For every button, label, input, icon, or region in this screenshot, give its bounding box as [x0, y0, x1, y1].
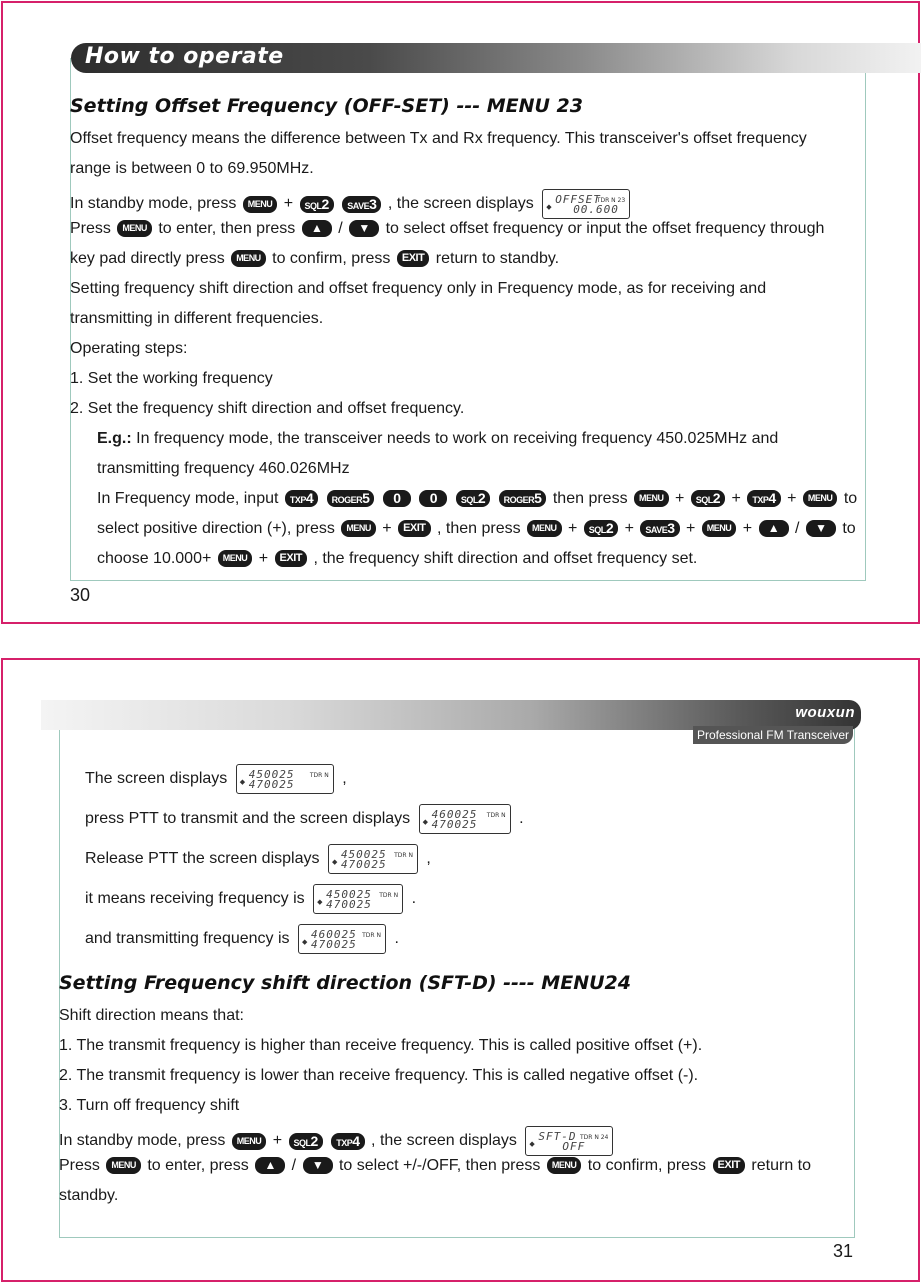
slash: / [338, 220, 343, 237]
press-instruction [59, 1156, 811, 1176]
text: to confirm, press [587, 1157, 707, 1174]
lcd-sft-display [525, 1126, 613, 1156]
txp-4-key-icon [331, 1133, 364, 1150]
text: select positive direction (+), press [97, 520, 335, 537]
section-heading: Setting Offset Frequency (OFF-SET) --- MENU 23 [70, 95, 583, 117]
text: Press [59, 1157, 100, 1174]
key-label: SQL [293, 1137, 311, 1148]
key-label: SAVE [347, 200, 370, 211]
key-digit: 2 [310, 1132, 318, 1149]
zero-key-icon [419, 490, 447, 507]
lcd-dot-icon: ◆ [331, 859, 338, 866]
text: In frequency mode, the transceiver needs to work on receiving frequency 450.025MHz and [131, 430, 779, 447]
sql-2-key-icon [584, 520, 618, 537]
key-label: ROGER [503, 495, 535, 506]
up-arrow-key-icon: ▲ [302, 220, 332, 237]
down-arrow-key-icon: ▼ [303, 1157, 333, 1174]
sql-2-key-icon [300, 196, 334, 213]
page-number: 30 [70, 585, 91, 605]
sql-2-key-icon [691, 490, 725, 507]
txp-4-key-icon [747, 490, 780, 507]
lcd-indicator: TDR N [309, 772, 329, 779]
plus-sign: + [568, 520, 578, 537]
menu-key-icon: MENU [527, 520, 562, 537]
lcd-line-bottom: 00.600 [573, 203, 619, 216]
plus-sign: + [674, 490, 685, 507]
text: , [342, 770, 347, 788]
exit-key-icon: EXIT [397, 250, 429, 267]
key-digit: 4 [768, 490, 776, 507]
text: return to standby. [435, 250, 560, 267]
paragraph-line: 3. Turn off frequency shift [59, 1097, 240, 1114]
lcd-line-bottom: 470025 [431, 818, 478, 831]
lcd-display [313, 884, 403, 914]
plus-sign: + [283, 195, 294, 213]
paragraph-line: 2. The transmit frequency is lower than receive frequency. This is called negative offset (-). [59, 1067, 699, 1084]
lcd-indicator: TDR N 23 [596, 197, 626, 204]
lcd-line-bottom: OFF [562, 1140, 586, 1153]
choose-sequence [97, 549, 697, 569]
lcd-indicator: TDR N [486, 812, 506, 819]
section-banner [71, 43, 921, 73]
text: In standby mode, press [59, 1132, 226, 1150]
text: In Frequency mode, input [97, 490, 279, 507]
menu-key-icon: MENU [547, 1157, 582, 1174]
text: to confirm, press [272, 250, 391, 267]
key-digit: 4 [305, 490, 314, 507]
key-label: SQL [695, 495, 713, 506]
lcd-display [298, 924, 386, 954]
example-line: transmitting frequency 460.026MHz [97, 460, 350, 477]
lcd-line-top: 450025 [248, 768, 295, 781]
key-label: TXP [752, 495, 769, 506]
key-digit: 0 [429, 490, 438, 507]
up-arrow-key-icon: ▲ [759, 520, 789, 537]
plus-sign: + [787, 490, 797, 507]
menu-key-icon: MENU [243, 196, 278, 213]
lcd-indicator: TDR N [394, 852, 413, 859]
exit-key-icon: EXIT [713, 1157, 745, 1174]
text: , [426, 850, 431, 868]
text: press PTT to transmit and the screen displays [85, 810, 411, 828]
exit-key-icon: EXIT [275, 550, 307, 567]
display-line [85, 844, 431, 874]
text: and transmitting frequency is [85, 930, 290, 948]
plus-sign: + [731, 490, 741, 507]
text: to enter, press [147, 1157, 249, 1174]
key-label: ROGER [331, 495, 363, 506]
key-label: SQL [588, 525, 606, 536]
key-label: SQL [460, 495, 478, 506]
brand-banner [41, 700, 861, 742]
key-digit: 2 [477, 490, 486, 507]
key-digit: 2 [712, 490, 721, 507]
positive-direction-sequence [97, 519, 856, 539]
eg-label: E.g.: [97, 430, 132, 447]
roger-5-key-icon [327, 490, 375, 507]
lcd-line-bottom: 470025 [340, 858, 387, 871]
standby-instruction [70, 189, 634, 219]
key-digit: 0 [393, 490, 401, 507]
paragraph-line: standby. [59, 1187, 119, 1204]
plus-sign: + [272, 1132, 283, 1150]
text: , the frequency shift direction and offset frequency set. [313, 550, 698, 567]
key-digit: 5 [362, 490, 370, 507]
lcd-line-top: 460025 [311, 928, 357, 941]
lcd-dot-icon: ◆ [317, 899, 323, 906]
step-2: 2. Set the frequency shift direction and offset frequency. [70, 400, 465, 417]
standby-instruction [59, 1126, 617, 1156]
sql-2-key-icon [289, 1133, 323, 1150]
text: . [411, 890, 417, 908]
input-sequence [97, 489, 857, 509]
text: Press [70, 220, 111, 237]
exit-key-icon: EXIT [398, 520, 430, 537]
lcd-display [236, 764, 334, 794]
slash: / [291, 1157, 297, 1174]
text: return to [751, 1157, 812, 1174]
menu-key-icon: MENU [231, 250, 266, 267]
paragraph-line: Setting frequency shift direction and offset frequency only in Frequency mode, as for receiving and [70, 280, 767, 297]
menu-key-icon: MENU [702, 520, 737, 537]
paragraph-line: Shift direction means that: [59, 1007, 244, 1024]
paragraph-line: 1. The transmit frequency is higher than receive frequency. This is called positive offset (+). [59, 1037, 703, 1054]
up-arrow-key-icon: ▲ [255, 1157, 285, 1174]
lcd-dot-icon: ◆ [302, 939, 308, 946]
operating-steps-label: Operating steps: [70, 340, 188, 357]
lcd-line-top: 450025 [340, 848, 387, 861]
lcd-line-top: SFT-D [538, 1130, 577, 1143]
manual-page-30 [1, 1, 920, 624]
text: then press [552, 490, 628, 507]
text: The screen displays [85, 770, 228, 788]
lcd-indicator: TDR N 24 [579, 1134, 609, 1141]
wouxun-logo: wouxun [795, 704, 855, 721]
text: In standby mode, press [70, 195, 237, 213]
banner-title: How to operate [85, 44, 284, 69]
down-arrow-key-icon: ▼ [806, 520, 836, 537]
menu-key-icon: MENU [106, 1157, 141, 1174]
lcd-display [328, 844, 418, 874]
lcd-line-top: 450025 [326, 888, 372, 901]
lcd-dot-icon: ◆ [239, 779, 246, 786]
key-digit: 4 [352, 1132, 360, 1149]
zero-key-icon [383, 490, 411, 507]
key-label: TXP [336, 1137, 353, 1148]
lcd-line-top: 460025 [431, 808, 478, 821]
lcd-dot-icon: ◆ [422, 819, 429, 826]
step-1: 1. Set the working frequency [70, 370, 273, 387]
text: key pad directly press [70, 250, 225, 267]
text: , the screen displays [387, 195, 534, 213]
menu-key-icon: MENU [634, 490, 669, 507]
down-arrow-key-icon: ▼ [349, 220, 379, 237]
text: choose 10.000+ [97, 550, 212, 567]
text: to [843, 490, 858, 507]
page-number: 31 [833, 1241, 854, 1261]
paragraph-line: transmitting in different frequencies. [70, 310, 324, 327]
lcd-line-bottom: 470025 [311, 938, 357, 951]
save-3-key-icon [640, 520, 679, 537]
menu-key-icon: MENU [232, 1133, 267, 1150]
lcd-display [419, 804, 511, 834]
key-label: SQL [304, 200, 322, 211]
text: to [842, 520, 856, 537]
key-digit: 2 [321, 195, 329, 212]
roger-5-key-icon [499, 490, 547, 507]
lcd-line-top: OFFSET [555, 193, 601, 206]
text: Release PTT the screen displays [85, 850, 320, 868]
plus-sign: + [685, 520, 696, 537]
menu-key-icon: MENU [117, 220, 152, 237]
text: , then press [436, 520, 521, 537]
plus-sign: + [624, 520, 634, 537]
menu-key-icon: MENU [341, 520, 376, 537]
display-line [85, 804, 524, 834]
save-3-key-icon [342, 196, 381, 213]
key-digit: 2 [605, 520, 614, 537]
lcd-indicator: TDR N [379, 892, 399, 899]
press-instruction [70, 219, 824, 239]
key-digit: 5 [534, 490, 542, 507]
text: . [394, 930, 399, 948]
manual-page-31 [1, 658, 920, 1282]
lcd-indicator: TDR N [362, 932, 381, 939]
plus-sign: + [258, 550, 269, 567]
lcd-line-bottom: 470025 [248, 778, 295, 791]
text: it means receiving frequency is [85, 890, 305, 908]
paragraph-line: Offset frequency means the difference between Tx and Rx frequency. This transceiver's offset frequency [70, 130, 807, 147]
text: to enter, then press [158, 220, 296, 237]
lcd-line-bottom: 470025 [326, 898, 372, 911]
slash: / [794, 520, 800, 537]
sql-2-key-icon [456, 490, 490, 507]
menu-key-icon: MENU [218, 550, 253, 567]
brand-tagline: Professional FM Transceiver [693, 726, 853, 744]
plus-sign: + [382, 520, 392, 537]
plus-sign: + [742, 520, 753, 537]
text: . [519, 810, 524, 828]
section-heading: Setting Frequency shift direction (SFT-D) ---- MENU24 [59, 972, 631, 994]
key-digit: 3 [667, 520, 675, 537]
lcd-dot-icon: ◆ [546, 204, 552, 211]
display-line [85, 924, 399, 954]
menu-key-icon: MENU [803, 490, 838, 507]
example-line [97, 429, 778, 449]
key-label: SAVE [645, 525, 668, 536]
display-line [85, 764, 347, 794]
display-line [85, 884, 416, 914]
paragraph-line: range is between 0 to 69.950MHz. [70, 160, 314, 177]
lcd-dot-icon: ◆ [529, 1141, 535, 1148]
lcd-offset-display [542, 189, 630, 219]
key-label: TXP [289, 495, 306, 506]
text: , the screen displays [371, 1132, 517, 1150]
keypad-instruction [70, 249, 559, 269]
key-digit: 3 [369, 195, 377, 212]
txp-4-key-icon [285, 490, 318, 507]
text: to select +/-/OFF, then press [338, 1157, 541, 1174]
text: to select offset frequency or input the offset frequency through [385, 220, 825, 237]
